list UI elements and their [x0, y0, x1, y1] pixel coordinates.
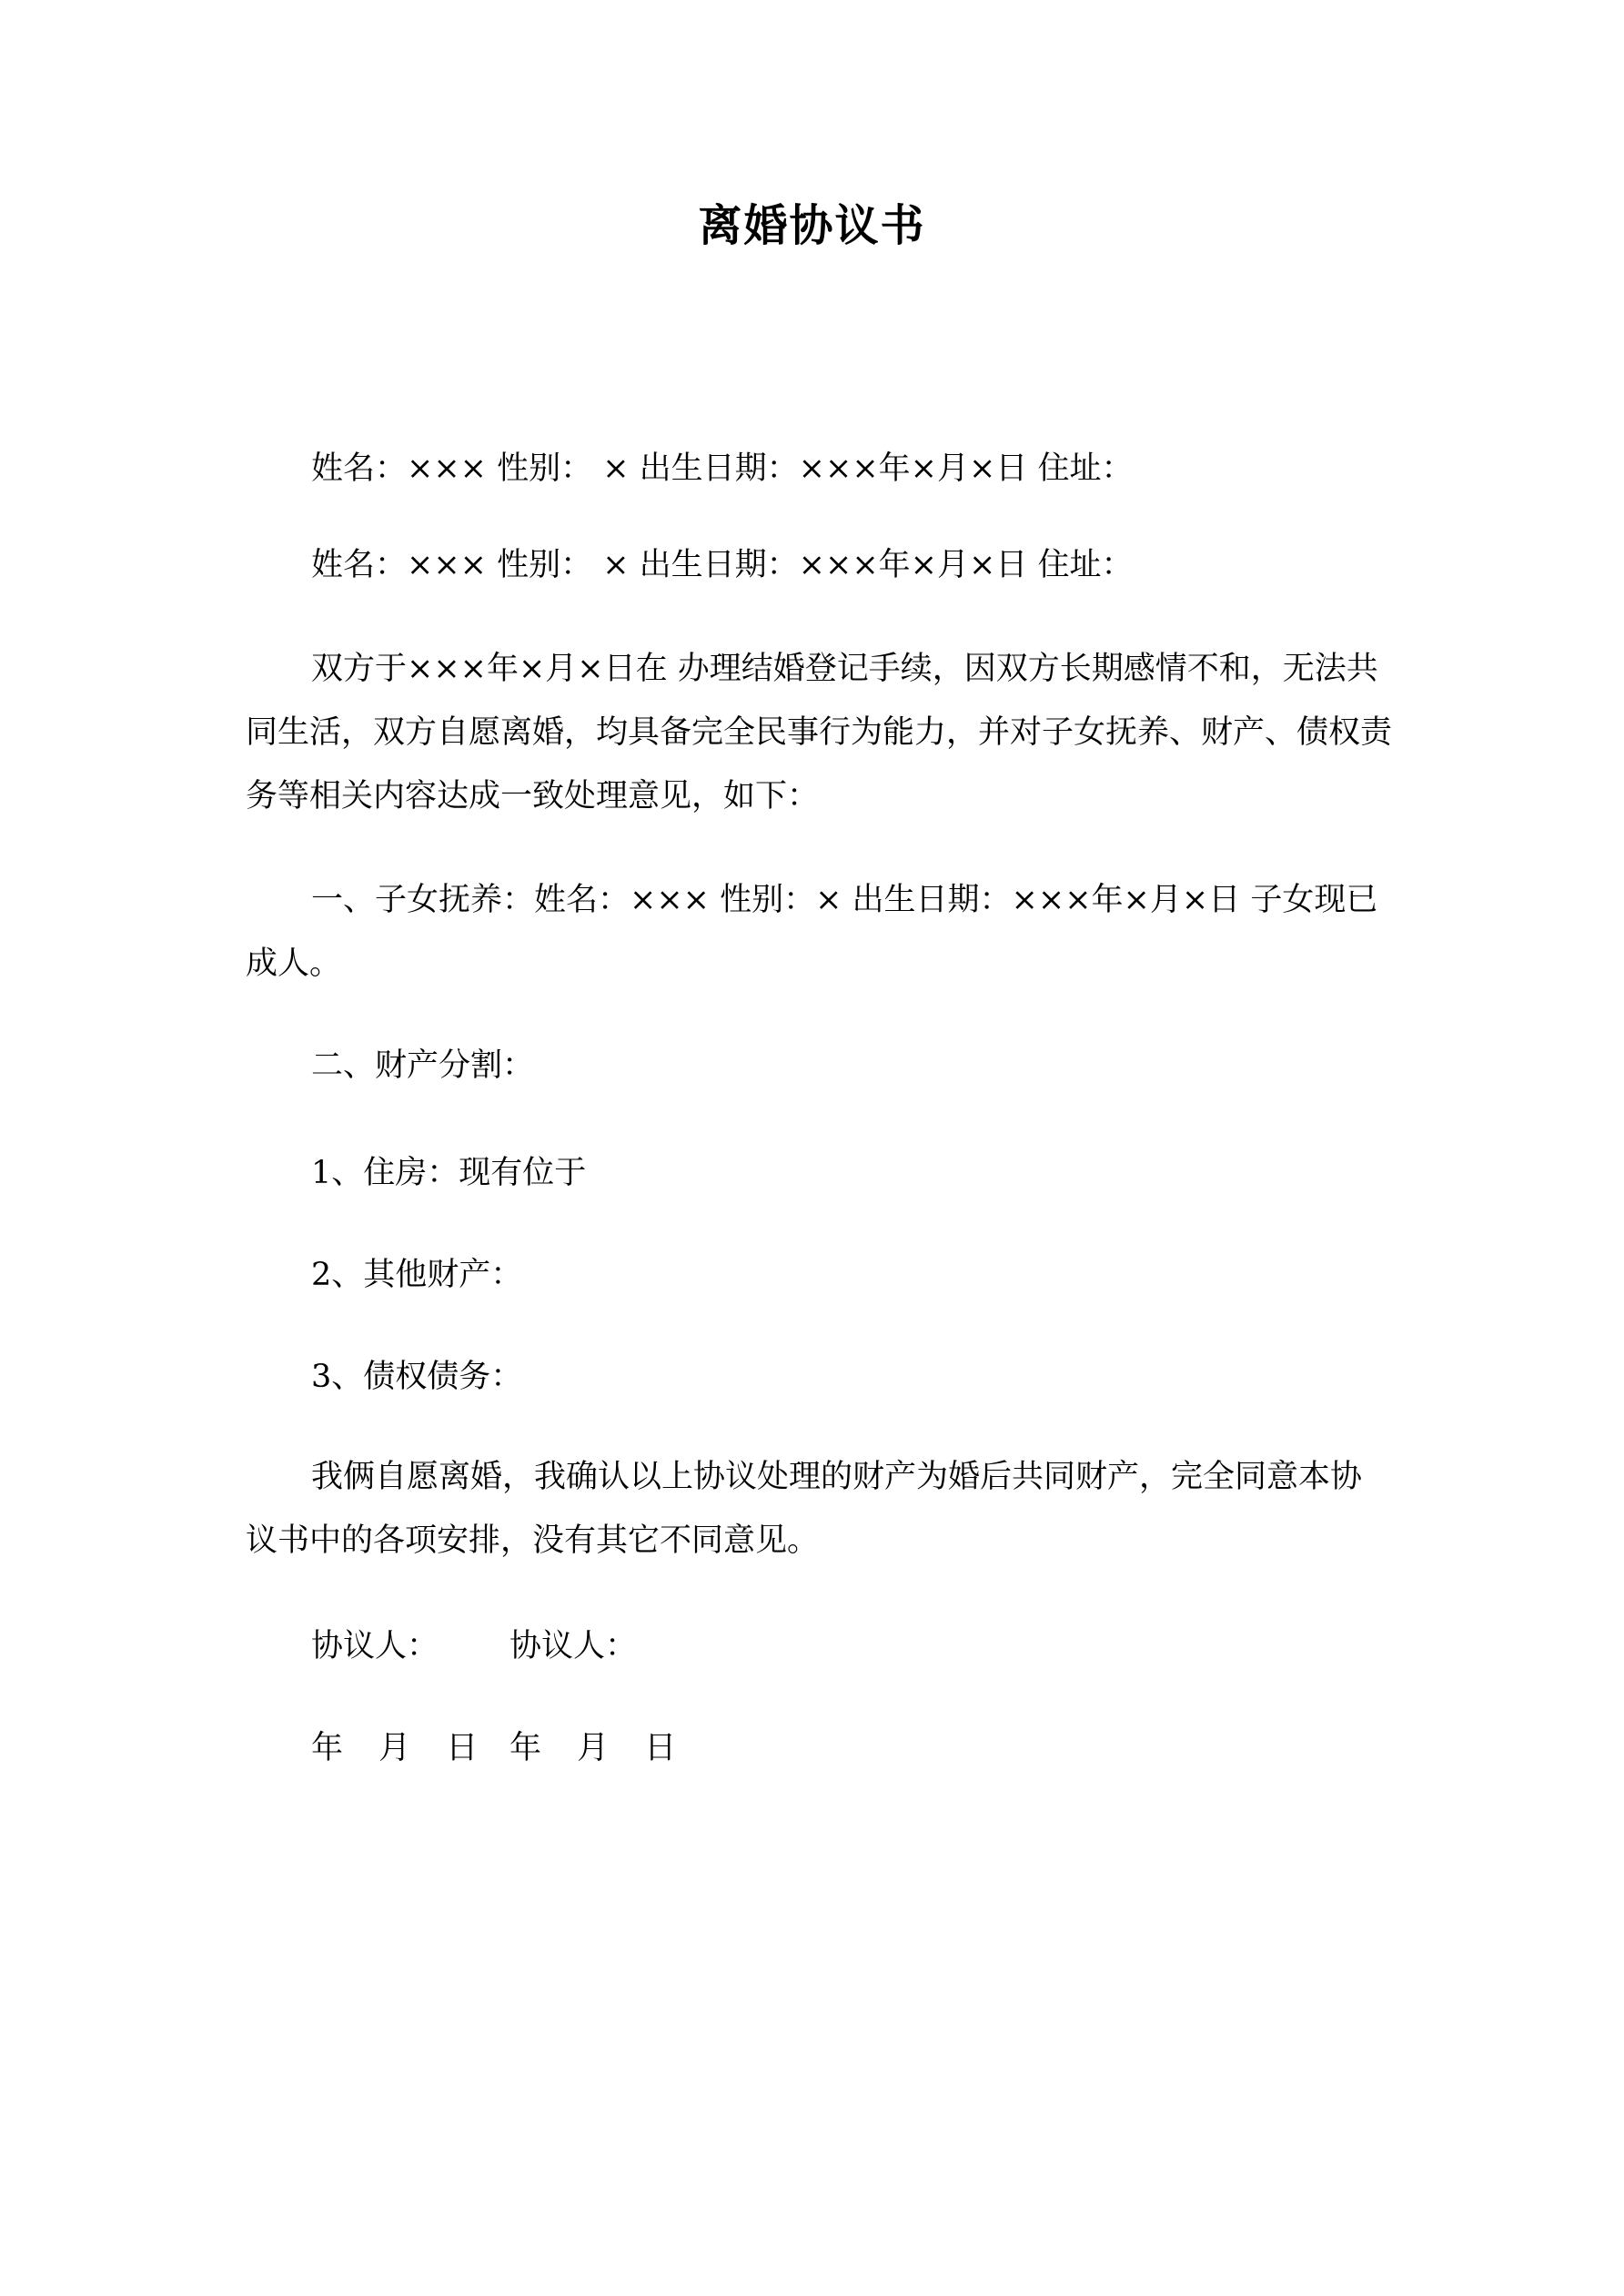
debts-line	[246, 1345, 1392, 1409]
date-left: 年 月 日	[311, 1730, 491, 1766]
party1-text: 姓名：××× 性别： × 出生日期：×××年×月×日 住址：	[311, 450, 1134, 487]
declaration-paragraph	[246, 1445, 1392, 1573]
declaration-text: 我俩自愿离婚，我确认以上协议处理的财产为婚后共同财产，完全同意本协议书中的各项安排，没有其它不同意见。	[246, 1459, 1363, 1559]
property-heading: 二、财产分割：	[311, 1047, 535, 1084]
signer-right-label: 协议人：	[509, 1628, 638, 1664]
intro-paragraph	[246, 637, 1392, 828]
party2-text: 姓名：××× 性别： × 出生日期：×××年×月×日 住址：	[311, 547, 1134, 583]
property-heading-line	[246, 1034, 1392, 1097]
document-title: 离婚协议书	[698, 200, 926, 251]
housing-text: 1、住房：现有位于	[311, 1155, 587, 1191]
housing-line	[246, 1141, 1392, 1205]
signer-row	[311, 1623, 637, 1669]
party1-line	[246, 437, 1392, 501]
debts-text: 3、债权债务：	[311, 1359, 523, 1395]
party2-line	[246, 533, 1392, 597]
other-property-text: 2、其他财产：	[311, 1257, 523, 1293]
signer-left-label: 协议人：	[311, 1628, 439, 1664]
date-row	[311, 1725, 689, 1771]
date-right: 年 月 日	[509, 1730, 690, 1766]
child-paragraph	[246, 868, 1392, 996]
intro-text: 双方于×××年×月×日在 办理结婚登记手续，因双方长期感情不和，无法共同生活，双方自愿离婚，均具备完全民事行为能力，并对子女抚养、财产、债权责务等相关内容达成一致处理意见，如下：	[246, 651, 1393, 814]
other-property-line	[246, 1243, 1392, 1307]
child-text: 一、子女抚养：姓名：××× 性别：× 出生日期：×××年×月×日 子女现已成人。	[246, 882, 1378, 982]
